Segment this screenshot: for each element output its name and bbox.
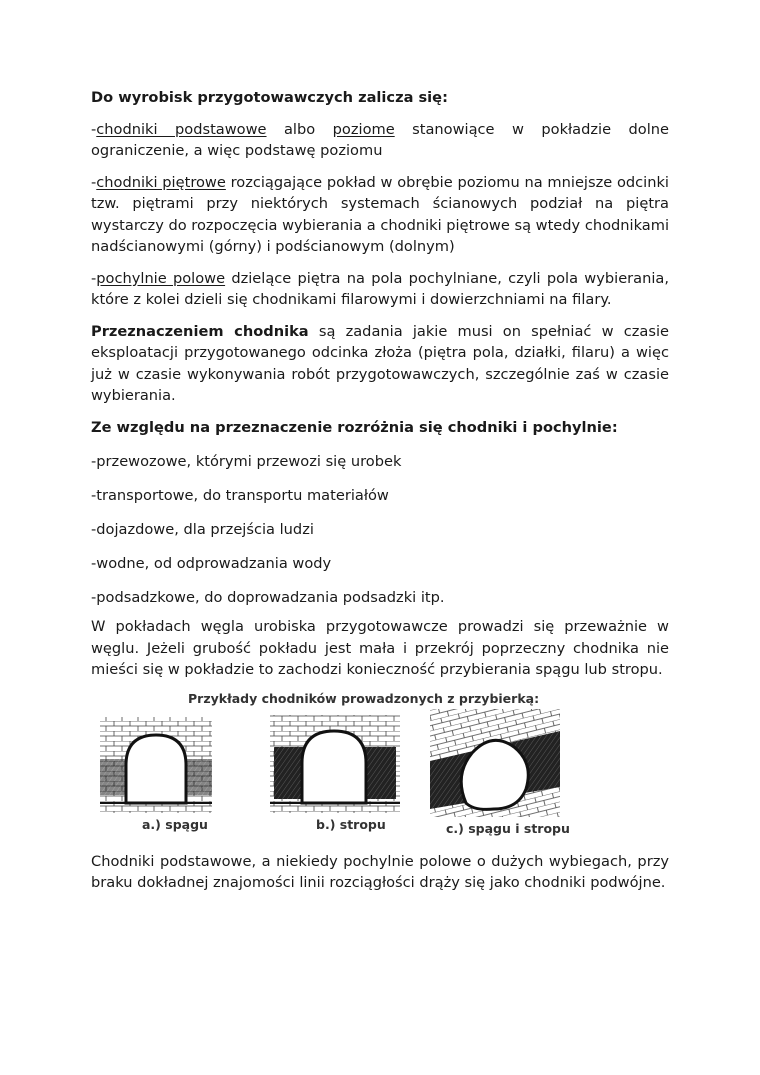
item-field-inclines: -pochylnie polowe dzielące piętra na pola pochylniane, czyli pola wybierania, które z kolei dzieli się chodnikami filarowymi i dowierzchniami na filary. [91,269,669,308]
list-item-type: -podsadzkowe, do doprowadzania podsadzki itp. [91,588,445,606]
list-item-type: -wodne, od odprowadzania wody [91,554,332,572]
panel-a-floor [100,717,212,813]
heading-types: Ze względu na przeznaczenie rozróżnia się chodniki i pochylnie: [91,418,618,436]
term-chodniki-pietrowe: chodniki piętrowe [96,173,226,191]
paragraph-purpose: Przeznaczeniem chodnika są zadania jakie musi on spełniać w czasie eksploatacji przygotowanego odcinka złoża (piętra pola, działki, filaru) a więc już w czasie wykonywania robót przygotowawczych, szczególnie zaś w czasie wybierania. [91,322,669,404]
caption-c: c.) spągu i stropu [446,820,570,836]
figure-title: Przykłady chodników prowadzonych z przybierką: [188,690,540,706]
heading-preparatory-workings: Do wyrobisk przygotowawczych zalicza się: [91,89,448,106]
paragraph-coal-seams: W pokładach węgla urobiska przygotowawcze prowadzi się przeważnie w węglu. Jeżeli grubość pokładu jest mała i przekrój poprzeczny chodnika nie mieści się w pokładzie to zachodzi konieczność przybierania spągu lub stropu. [91,618,669,679]
caption-b: b.) stropu [316,816,386,832]
list-item-type: -przewozowe, którymi przewozi się urobek [91,452,402,470]
term-przeznaczeniem-chodnika: Przeznaczeniem chodnika [91,322,309,340]
document-page [91,87,669,894]
item-base-roadways: -chodniki podstawowe albo poziome stanowiące w pokładzie dolne ograniczenie, a więc podstawę poziomu [91,120,670,159]
list-item-type: -dojazdowe, dla przejścia ludzi [91,520,314,538]
figure-roadway-examples [94,690,570,839]
caption-a: a.) spągu [142,816,208,832]
term-chodniki-podstawowe: chodniki podstawowe [96,120,267,138]
panel-c-floor-and-roof [430,709,560,817]
panel-b-roof [270,715,400,813]
term-poziome: poziome [332,120,395,138]
item-level-roadways: -chodniki piętrowe rozciągające pokład w obrębie poziomu na mniejsze odcinki tzw. piętrami przy niektórych systemach ścianowych podział na piętra wystarczy do rozpoczęcia wybierania a chodniki piętrowe są wtedy chodnikami nadścianowymi (górny) i podścianowym (dolnym) [91,173,670,255]
term-pochylnie-polowe: pochylnie polowe [96,269,226,287]
list-item-type: -transportowe, do transportu materiałów [91,486,389,504]
paragraph-double-roadways: Chodniki podstawowe, a niekiedy pochylnie polowe o dużych wybiegach, przy braku dokładnej znajomości linii rozciągłości drąży się jako chodniki podwójne. [91,852,669,892]
